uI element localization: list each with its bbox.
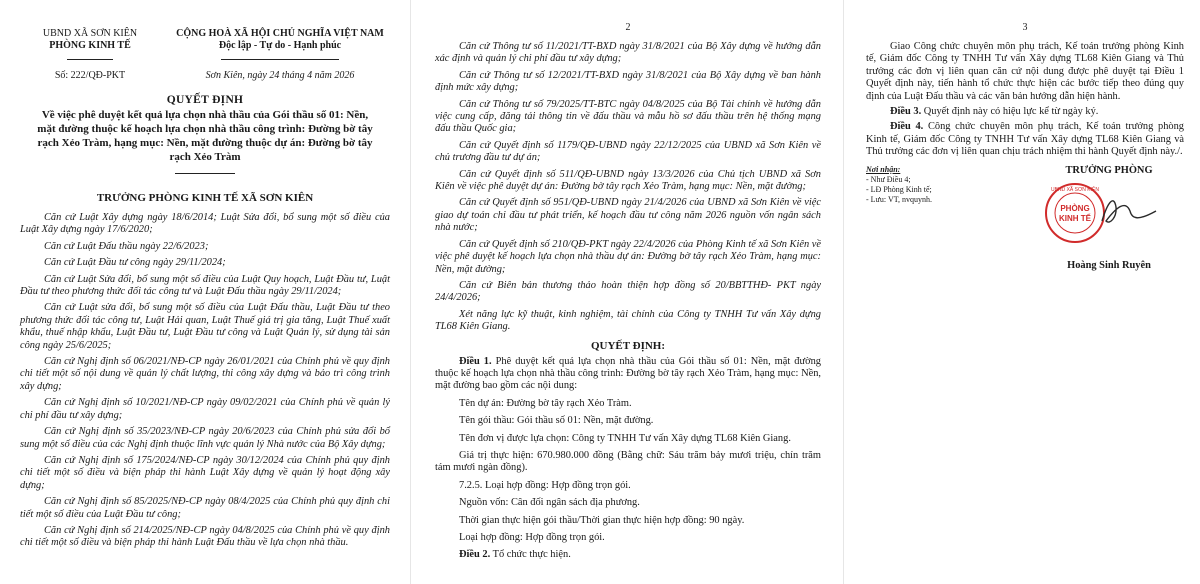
legal-basis: Căn cứ Biên bản thương thảo hoàn thiện hợp đồng số 20/BBTTHĐ- PKT ngày 24/4/2026; <box>435 279 821 304</box>
article-4 <box>866 121 1184 158</box>
signature-section <box>866 165 1184 271</box>
legal-basis: Căn cứ Quyết định số 210/QĐ-PKT ngày 22/4/2026 của Phòng Kinh tế xã Sơn Kiên về việc phê duyệt kế hoạch lựa chọn nhà thầu dự án: Đường bờ tây rạch Xẻo Tràm, hạng mục: Nền, mặt đường; <box>435 238 821 275</box>
legal-basis: Căn cứ Thông tư số 12/2021/TT-BXD ngày 31/8/2021 của Bộ Xây dựng về ban hành định mức xây dựng; <box>435 69 821 94</box>
signer-block <box>1034 165 1184 271</box>
subject-line-2: mặt đường thuộc kế hoạch lựa chọn nhà thầu công trình: Đường bờ tây <box>37 123 373 135</box>
svg-text:KINH TẾ: KINH TẾ <box>1059 213 1091 223</box>
recipients-heading: Nơi nhận: <box>866 164 901 174</box>
svg-text:UBND XÃ SƠN KIÊN: UBND XÃ SƠN KIÊN <box>1051 186 1099 193</box>
legal-basis: Căn cứ Nghị định số 06/2021/NĐ-CP ngày 26/01/2021 của Chính phủ về quy định chi tiết một số nội dung về quản lý chất lượng, thi công xây dựng và bảo trì công trình xây dựng; <box>20 356 390 392</box>
legal-basis: Căn cứ Luật Đầu tư công ngày 29/11/2024; <box>44 257 226 269</box>
legal-basis: Căn cứ Thông tư số 11/2021/TT-BXD ngày 31/8/2021 của Bộ Xây dựng về hướng dẫn xác định và quản lý chi phí đầu tư xây dựng; <box>435 41 821 65</box>
decision-heading: QUYẾT ĐỊNH: <box>590 339 666 352</box>
subject-line-4: rạch Xẻo Tràm <box>169 151 241 163</box>
recipient-item: - LĐ Phòng Kinh tế; <box>866 184 932 194</box>
issue-date: Sơn Kiên, ngày 24 tháng 4 năm 2026 <box>205 70 355 81</box>
legal-basis: Xét năng lực kỹ thuật, kinh nghiệm, tài chính của Công ty TNHH Tư vấn Xây dựng TL68 Kiên Giang. <box>435 308 821 333</box>
decision-title: QUYẾT ĐỊNH <box>166 94 244 106</box>
article-1-item: Tên đơn vị được lựa chọn: Công ty TNHH Tư vấn Xây dựng TL68 Kiên Giang. <box>459 432 791 444</box>
legal-basis: Căn cứ Nghị định số 175/2024/NĐ-CP ngày 30/12/2024 của Chính phủ quy định chi tiết một số điều và biện pháp thi hành Luật Xây dựng về quản lý hoạt động xây dựng; <box>20 454 390 491</box>
legal-basis: Căn cứ Thông tư số 79/2025/TT-BTC ngày 04/8/2025 của Bộ Tài chính về hướng dẫn việc cung cấp, đăng tải thông tin về đấu thầu và mẫu hồ sơ đấu thầu trên hệ thống mạng đấu thầu Quốc gia; <box>435 98 821 135</box>
nation-line-1: CỘNG HOÀ XÃ HỘI CHỦ NGHĨA VIỆT NAM <box>176 28 384 39</box>
article-2-text: Tổ chức thực hiện. <box>490 549 571 561</box>
legal-basis: Căn cứ Quyết định số 951/QĐ-UBND ngày 21/4/2026 của UBND xã Sơn Kiên về việc giao dự toán chi đầu tư phát triển, kế hoạch đầu tư công năm 2026 nguồn vốn ngân sách nhà nước; <box>435 197 821 234</box>
legal-basis: Căn cứ Quyết định số 511/QĐ-UBND ngày 13/3/2026 của Chủ tịch UBND xã Sơn Kiên về việc phê duyệt dự án: Đường bờ tây rạch Xẻo Tràm, hạng mục: Nền, mặt đường; <box>435 168 821 193</box>
handwritten-signature <box>1096 191 1166 231</box>
article-1-item: Tên gói thầu: Gói thầu số 01: Nền, mặt đường. <box>459 415 654 427</box>
article-3-label: Điều 3. <box>890 106 922 118</box>
issuing-agency <box>20 28 160 82</box>
recipients-block <box>866 165 986 271</box>
legal-basis: Căn cứ Luật Đấu thầu ngày 22/6/2023; <box>44 240 209 252</box>
issuing-authority: TRƯỞNG PHÒNG KINH TẾ XÃ SƠN KIÊN <box>96 192 314 204</box>
article-1-item: Tên dự án: Đường bờ tây rạch Xẻo Tràm. <box>459 397 632 409</box>
article-4-text: Công chức chuyên môn phụ trách, Kế toán trưởng phòng Kinh tế, Giám đốc Công ty TNHH Tư vấn Xây dựng TL68 Kiên Giang và Thủ trưởng các đơn vị liên quan chịu trách nhiệm thi hành Quyết định này./. <box>866 121 1184 158</box>
article-1-item: 7.2.5. Loại hợp đồng: Hợp đồng trọn gói. <box>459 479 631 491</box>
subject-line-1: Về việc phê duyệt kết quả lựa chọn nhà thầu của Gói thầu số 01: Nền, <box>41 109 369 121</box>
signer-title: TRƯỞNG PHÒNG <box>1065 164 1153 176</box>
article-3 <box>866 106 1184 118</box>
legal-basis: Căn cứ Quyết định số 1179/QĐ-UBND ngày 22/12/2025 của UBND xã Sơn Kiên về chủ trương đầu tư dự án; <box>435 139 821 164</box>
implementation-paragraph: Giao Công chức chuyên môn phụ trách, Kế toán trưởng phòng Kinh tế, Giám đốc Công ty TNHH Tư vấn Xây dựng TL68 Kiên Giang và Thủ trưởng các đơn vị liên quan căn cứ nội dung được phê duyệt tại Điều 1 Quyết định này, tiến hành tổ chức thực hiện các bước tiếp theo đúng quy định của Luật Đấu thầu và các văn bản hướng dẫn hiện hành. <box>866 41 1184 102</box>
nation-line-2: Độc lập - Tự do - Hạnh phúc <box>218 40 342 51</box>
document-page-1 <box>0 0 410 584</box>
svg-text:PHÒNG: PHÒNG <box>1060 203 1090 213</box>
signer-name: Hoàng Sinh Ruyên <box>1067 259 1151 271</box>
article-1-label: Điều 1. <box>459 355 492 367</box>
subject-underline <box>175 173 235 174</box>
document-header <box>20 28 390 82</box>
subject-line-3: rạch Xẻo Tràm, hạng mục: Nền, mặt đường thuộc dự án: Đường bờ tây <box>37 137 373 149</box>
page-number: 3 <box>1022 22 1028 33</box>
agency-underline <box>67 59 113 60</box>
article-2 <box>435 549 821 561</box>
article-4-label: Điều 4. <box>890 121 924 133</box>
legal-basis: Căn cứ Nghị định số 214/2025/NĐ-CP ngày 04/8/2025 của Chính phủ về quy định chi tiết một số điều và biện pháp thi hành Luật Đấu thầu về lựa chọn nhà thầu. <box>20 524 390 549</box>
legal-basis: Căn cứ Luật sửa đổi, bổ sung một số điều của Luật Đấu thầu, Luật Đầu tư theo phương thức đối tác công tư, Luật Hải quan, Luật Thuế giá trị gia tăng, Luật Thuế xuất khẩu, thuế nhập khẩu, Luật Đầu tư, Luật Đầu tư công và Luật Quản lý, sử dụng tài sản công ngày 25/6/2025; <box>20 302 390 351</box>
article-1-item: Nguồn vốn: Cân đối ngân sách địa phương. <box>459 497 640 509</box>
document-page-3 <box>844 0 1200 584</box>
national-motto <box>170 28 390 82</box>
legal-basis: Căn cứ Luật Sửa đổi, bổ sung một số điều của Luật Quy hoạch, Luật Đầu tư, Luật Đầu tư theo phương thức đối tác công tư và Luật Đấu thầu ngày 29/11/2024; <box>20 273 390 298</box>
legal-basis: Căn cứ Nghị định số 10/2021/NĐ-CP ngày 09/02/2021 của Chính phủ về quản lý chi phí đầu tư xây dựng; <box>20 397 390 421</box>
page-number: 2 <box>625 22 631 33</box>
article-1-text: Phê duyệt kết quả lựa chọn nhà thầu của Gói thầu số 01: Nền, mặt đường thuộc kế hoạch lựa chọn nhà thầu công trình: Đường bờ tây rạch Xẻo Tràm, hạng mục: Nền, mặt đường bao gồm các nội dung: <box>435 355 821 392</box>
article-1-item: Thời gian thực hiện gói thầu/Thời gian thực hiện hợp đồng: 90 ngày. <box>459 514 745 526</box>
article-1 <box>435 356 821 393</box>
article-1-item: Giá trị thực hiện: 670.980.000 đồng (Bằng chữ: Sáu trăm bảy mươi triệu, chín trăm tám mươi ngàn đồng). <box>435 449 821 474</box>
agency-line-1: UBND XÃ SƠN KIÊN <box>42 28 138 39</box>
decision-subject <box>20 108 390 178</box>
article-3-text: Quyết định này có hiệu lực kể từ ngày ký. <box>921 106 1099 118</box>
recipient-item: - Như Điều 4; <box>866 174 911 184</box>
recipient-item: - Lưu: VT, nvquynh. <box>866 194 933 204</box>
motto-underline <box>221 59 339 60</box>
agency-line-2: PHÒNG KINH TẾ <box>49 40 131 51</box>
legal-basis: Căn cứ Luật Xây dựng ngày 18/6/2014; Luật Sửa đổi, bổ sung một số điều của Luật Xây dựng ngày 17/6/2020; <box>20 212 390 236</box>
document-page-2 <box>411 0 843 584</box>
document-number: Số: 222/QĐ-PKT <box>54 70 126 81</box>
legal-basis: Căn cứ Nghị định số 35/2023/NĐ-CP ngày 20/6/2023 của Chính phủ sửa đổi bổ sung một số điều của các Nghị định thuộc lĩnh vực quản lý Nhà nước của Bộ Xây dựng; <box>20 426 390 450</box>
article-1-item: Loại hợp đồng: Hợp đồng trọn gói. <box>459 532 605 543</box>
legal-basis: Căn cứ Nghị định số 85/2025/NĐ-CP ngày 08/4/2025 của Chính phủ quy định chi tiết một số điều của Luật Đầu tư công; <box>20 496 390 520</box>
article-2-label: Điều 2. <box>459 549 491 561</box>
